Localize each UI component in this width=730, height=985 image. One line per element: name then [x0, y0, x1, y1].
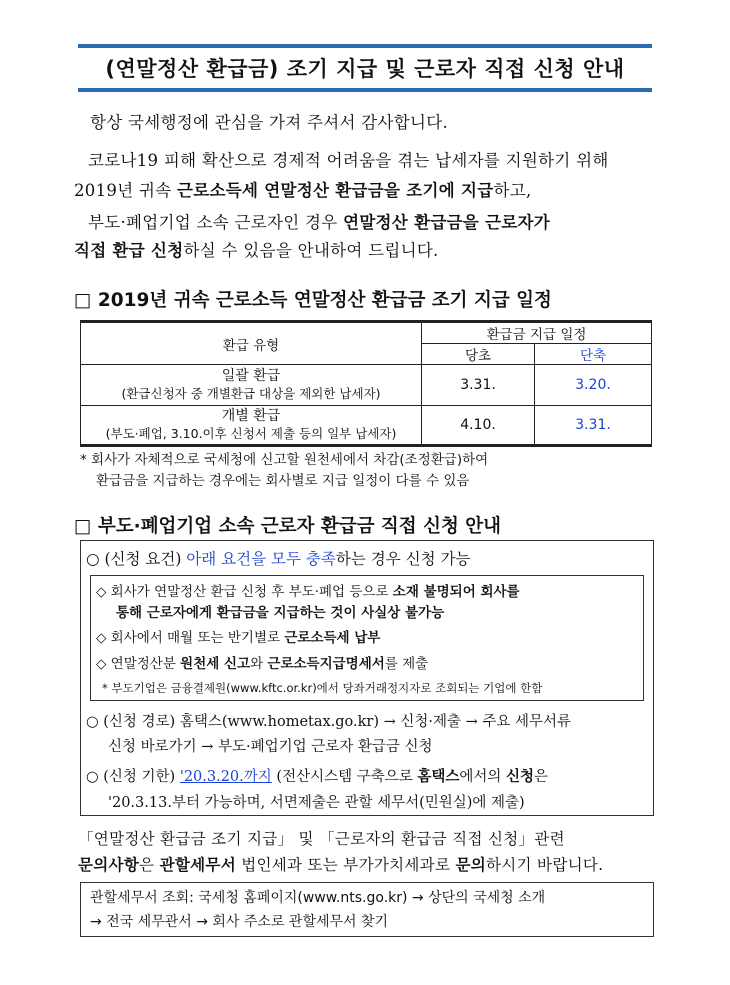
contact-line-2	[78, 850, 668, 880]
contact-text-c: 하시기 바랍니다.	[486, 856, 604, 874]
deadline-date: '20.3.20.까지	[179, 769, 272, 785]
row-shortened: 3.31.	[535, 406, 652, 446]
intro-line-4	[74, 236, 664, 266]
condition-3-c: 와	[250, 656, 268, 672]
header-original: 당초	[422, 344, 535, 365]
section-schedule-heading: □ 2019년 귀속 근로소득 연말정산 환급금 조기 지급 일정	[74, 290, 552, 311]
requirement-rest: 하는 경우 신청 가능	[335, 550, 471, 568]
page-title: (연말정산 환급금) 조기 지급 및 근로자 직접 신청 안내	[105, 57, 625, 81]
condition-3-a: ◇ 연말정산분	[96, 656, 181, 672]
schedule-table	[80, 320, 652, 447]
intro-line-2-bold: 근로소득세 연말정산 환급금을 조기에 지급	[177, 181, 494, 200]
row-type: 일괄 환급	[221, 368, 281, 384]
row-desc: (환급신청자 중 개별환급 대상을 제외한 납세자)	[121, 386, 381, 401]
schedule-note-2: 환급금을 지급하는 경우에는 회사별로 지급 일정이 다를 수 있음	[96, 473, 470, 489]
condition-2-text: ◇ 회사에서 매월 또는 반기별로	[96, 630, 285, 646]
condition-1b: 통해 근로자에게 환급금을 지급하는 것이 사실상 불가능	[116, 605, 445, 621]
deadline-line-1	[86, 765, 548, 786]
intro-greeting	[90, 108, 680, 138]
intro-greeting-text: 항상 국세행정에 관심을 가져 주셔서 감사합니다.	[90, 113, 449, 132]
deadline-line-2: '20.3.13.부터 가능하며, 서면제출은 관할 세무서(민원실)에 제출)	[108, 795, 525, 811]
header-type: 환급 유형	[81, 322, 422, 365]
intro-line-3-bold: 연말정산 환급금을 근로자가	[343, 213, 551, 232]
row-original: 3.31.	[422, 365, 535, 406]
header-shortened: 단축	[535, 344, 652, 365]
route-line-2: 신청 바로가기 → 부도·폐업기업 근로자 환급금 신청	[108, 739, 433, 755]
requirement-line	[86, 547, 470, 569]
intro-line-1-text: 코로나19 피해 확산으로 경제적 어려움을 겪는 납세자를 지원하기 위해	[88, 151, 609, 170]
requirement-highlight: 아래 요건을 모두 충족	[186, 550, 336, 568]
condition-3	[96, 652, 428, 672]
table-row	[81, 365, 652, 406]
header-schedule: 환급금 지급 일정	[422, 322, 652, 344]
route-line-1: ○ (신청 경로) 홈택스(www.hometax.go.kr) → 신청·제출 → 주요 세무서류	[86, 714, 572, 730]
contact-inquiry: 문의사항	[78, 855, 140, 874]
intro-line-2-c: 하고,	[493, 181, 532, 200]
row-desc: (부도·폐업, 3.10.이후 신청서 제출 등의 일부 납세자)	[105, 426, 397, 441]
row-type-cell	[81, 365, 422, 406]
contact-office: 관할세무서	[159, 855, 236, 874]
condition-1a	[96, 580, 520, 600]
requirement-label: ○ (신청 요건)	[86, 550, 187, 568]
deadline-apply: 신청	[506, 768, 535, 785]
table-header-row	[81, 322, 652, 344]
condition-2-bold: 근로소득세 납부	[284, 630, 381, 646]
intro-line-2	[74, 176, 664, 206]
intro-line-3-a: 부도·폐업기업 소속 근로자인 경우	[88, 213, 344, 232]
condition-2	[96, 626, 380, 646]
condition-1a-bold: 소재 불명되어 회사를	[392, 584, 520, 600]
intro-line-3	[88, 208, 678, 238]
intro-line-2-a: 2019년 귀속	[74, 181, 177, 200]
condition-3-e: 를 제출	[384, 656, 429, 672]
table-row	[81, 406, 652, 446]
row-type: 개별 환급	[221, 408, 281, 424]
deadline-rest-3: 에서의	[459, 769, 507, 785]
schedule-note-1: * 회사가 자체적으로 국세청에 신고할 원천세에서 차감(조정환급)하여	[80, 452, 489, 468]
contact-line-1: 「연말정산 환급금 조기 지급」 및 「근로자의 환급금 직접 신청」관련	[78, 830, 565, 848]
lookup-line-2: → 전국 세무관서 → 회사 주소로 관할세무서 찾기	[90, 914, 389, 930]
intro-line-4-bold: 직접 환급 신청	[74, 241, 184, 260]
condition-3-bold-2: 근로소득지급명세서	[267, 656, 385, 672]
lookup-line-1: 관할세무서 조회: 국세청 홈페이지(www.nts.go.kr) → 상단의 국세청 소개	[90, 890, 546, 906]
deadline-hometax: 홈택스	[417, 768, 460, 785]
deadline-rest-5: 은	[534, 769, 549, 785]
row-type-cell	[81, 406, 422, 446]
contact-text-a: 은	[139, 856, 160, 874]
condition-3-bold-1: 원천세 신고	[180, 656, 251, 672]
row-original: 4.10.	[422, 406, 535, 446]
contact-text-b: 법인세과 또는 부가가치세과로	[235, 856, 456, 874]
title-banner	[78, 44, 652, 92]
deadline-label: ○ (신청 기한)	[86, 769, 180, 785]
row-shortened: 3.20.	[535, 365, 652, 406]
intro-line-4-b: 하실 수 있음을 안내하여 드립니다.	[183, 241, 439, 260]
section-direct-heading: □ 부도·폐업기업 소속 근로자 환급금 직접 신청 안내	[74, 516, 502, 537]
deadline-rest-1: (전산시스템 구축으로	[271, 769, 418, 785]
contact-ask: 문의	[455, 855, 486, 874]
condition-note: * 부도기업은 금융결제원(www.kftc.or.kr)에서 당좌거래정지자로 조회되는 기업에 한함	[102, 681, 543, 695]
intro-line-1	[88, 146, 678, 176]
condition-1a-text: ◇ 회사가 연말정산 환급 신청 후 부도·폐업 등으로	[96, 584, 393, 600]
